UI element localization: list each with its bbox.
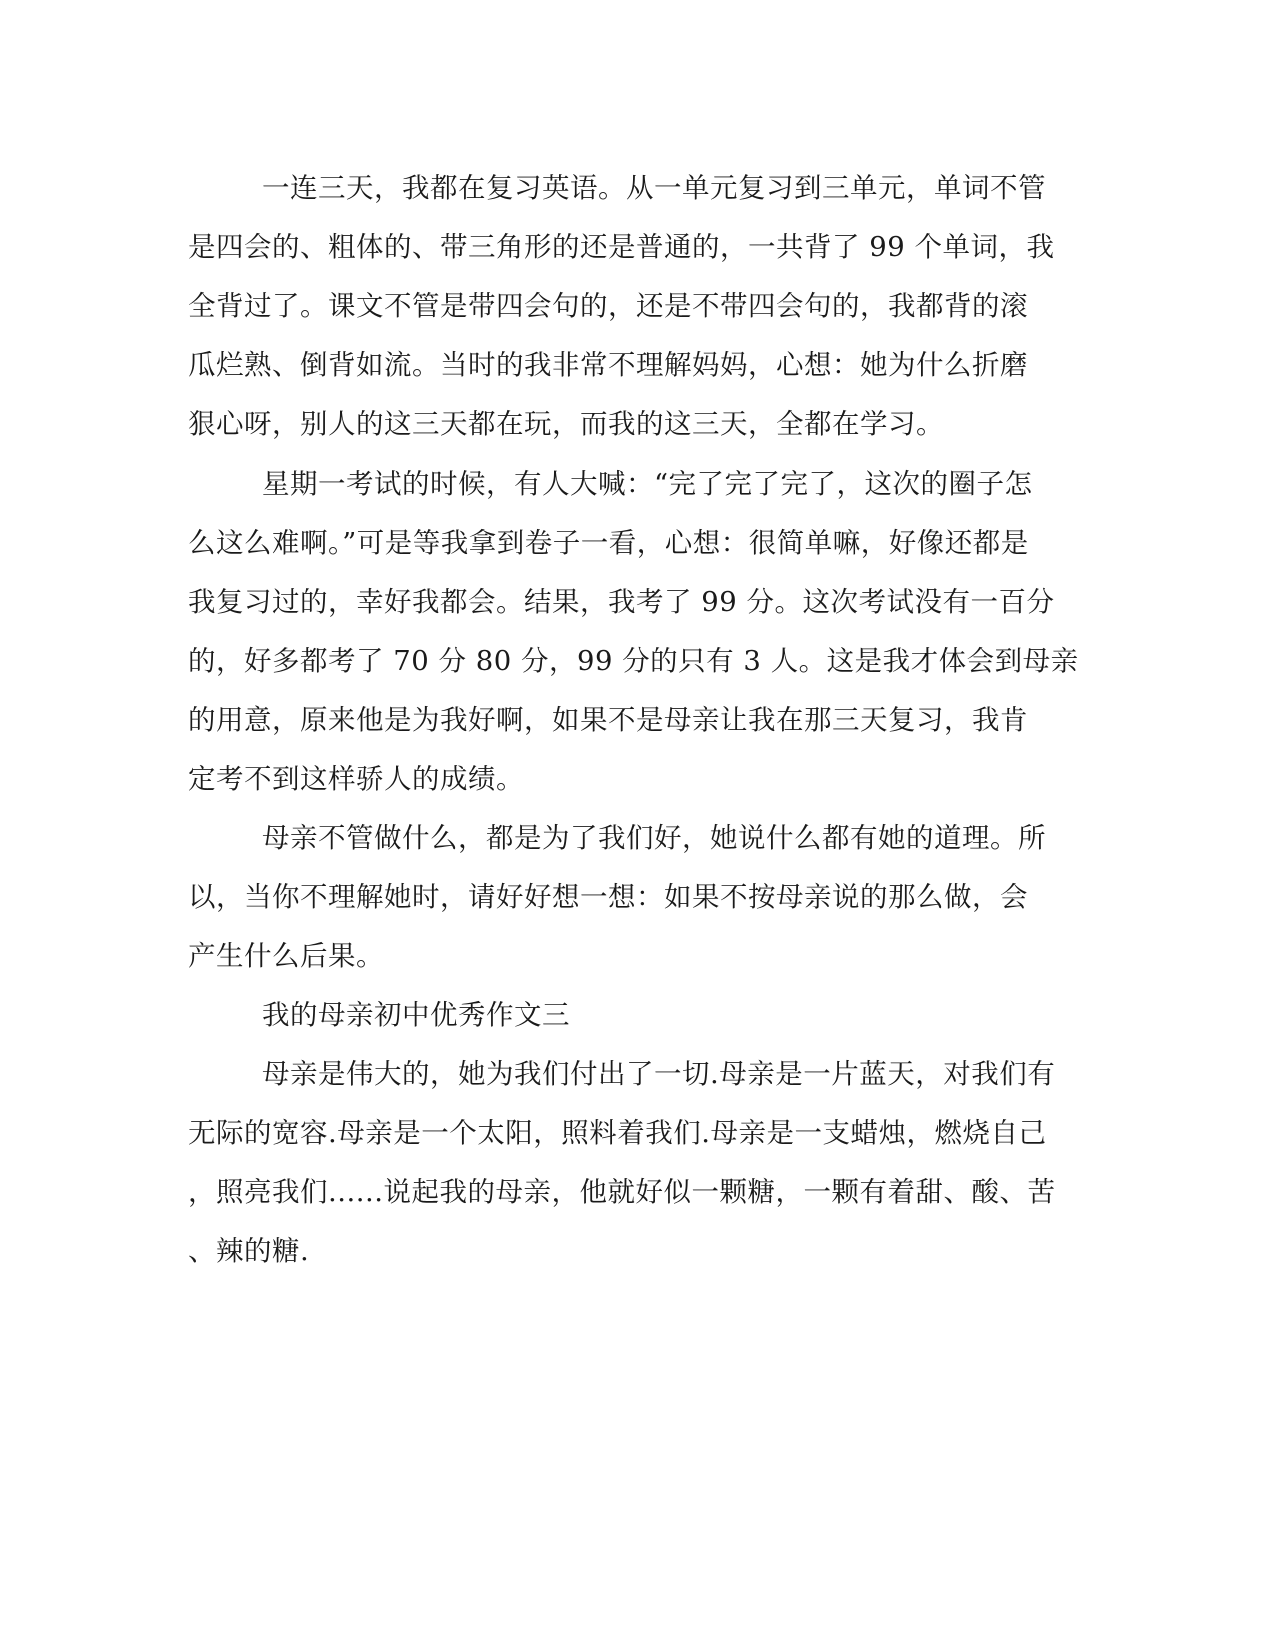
text-line: 母亲不管做什么，都是为了我们好，她说什么都有她的道理。所 — [262, 822, 1046, 854]
text-line: 狠心呀，别人的这三天都在玩，而我的这三天，全都在学习。 — [188, 408, 944, 440]
text-line: 全背过了。课文不管是带四会句的，还是不带四会句的，我都背的滚 — [188, 290, 1028, 322]
text-line: 的，好多都考了 70 分 80 分，99 分的只有 3 人。这是我才体会到母亲 — [188, 645, 1079, 677]
text-line: 无际的宽容.母亲是一个太阳，照料着我们.母亲是一支蜡烛，燃烧自己 — [188, 1117, 1047, 1149]
text-line: 我复习过的，幸好我都会。结果，我考了 99 分。这次考试没有一百分 — [188, 586, 1055, 618]
text-line: 产生什么后果。 — [188, 940, 384, 972]
text-line: 定考不到这样骄人的成绩。 — [188, 763, 524, 795]
text-line: 一连三天，我都在复习英语。从一单元复习到三单元，单词不管 — [262, 172, 1046, 204]
text-line: 母亲是伟大的，她为我们付出了一切.母亲是一片蓝天，对我们有 — [262, 1058, 1056, 1090]
text-line: ，照亮我们......说起我的母亲，他就好似一颗糖，一颗有着甜、酸、苦 — [188, 1176, 1056, 1208]
text-line: 、辣的糖. — [188, 1235, 310, 1267]
text-line: 是四会的、粗体的、带三角形的还是普通的，一共背了 99 个单词，我 — [188, 231, 1055, 263]
text-line: 的用意，原来他是为我好啊，如果不是母亲让我在那三天复习，我肯 — [188, 704, 1028, 736]
text-line: 以，当你不理解她时，请好好想一想：如果不按母亲说的那么做，会 — [188, 881, 1028, 913]
section-heading: 我的母亲初中优秀作文三 — [262, 999, 570, 1031]
text-line: 星期一考试的时候，有人大喊：“完了完了完了，这次的圈子怎 — [262, 468, 1033, 500]
text-line: 么这么难啊。”可是等我拿到卷子一看，心想：很简单嘛，好像还都是 — [188, 527, 1029, 559]
text-line: 瓜烂熟、倒背如流。当时的我非常不理解妈妈，心想：她为什么折磨 — [188, 349, 1028, 381]
